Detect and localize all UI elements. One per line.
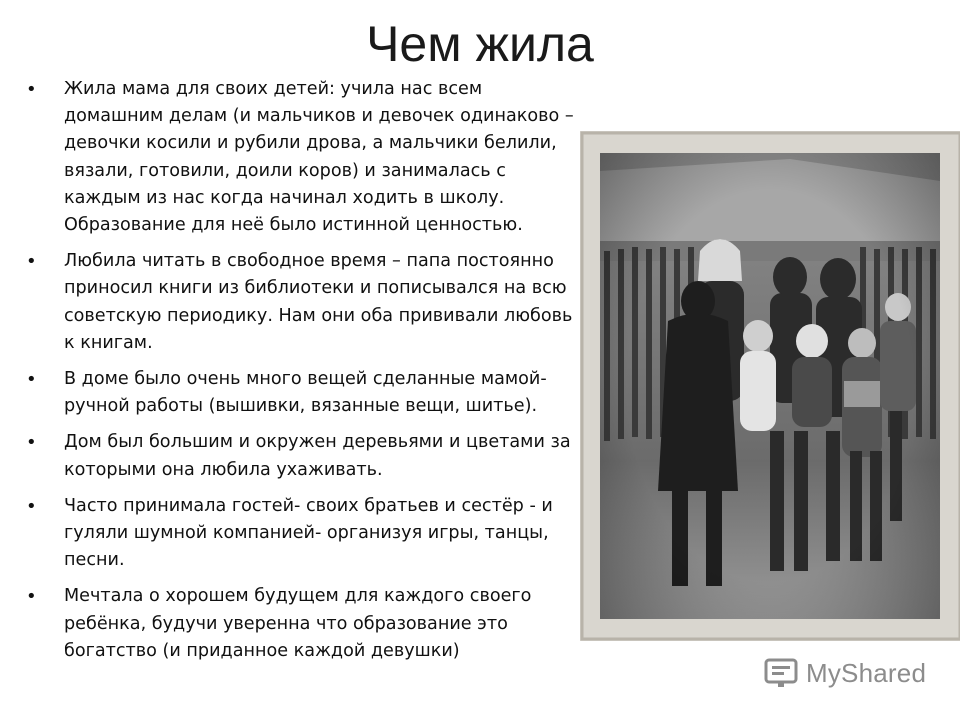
bullet-item [26,366,574,420]
bullet-text: Дом был большим и окружен деревьями и цветами за которыми она любила ухаживать. [64,432,571,480]
bullet-item [26,493,574,575]
myshared-watermark [764,652,926,694]
bullet-dot: • [26,251,37,273]
myshared-logo-icon [764,656,800,690]
bullet-dot: • [26,495,37,517]
bullet-item [26,76,574,239]
bullet-dot: • [26,432,37,454]
watermark-text: MyShared [806,657,927,688]
slide-title: Чем жила [366,16,594,72]
bullet-text: В доме было очень много вещей сделанные мамой- ручной работы (вышивки, вязанные вещи, шитье). [64,369,547,417]
bullet-item [26,583,574,665]
bullet-text: Часто принимала гостей- своих братьев и сестёр - и гуляли шумной компанией- организуя игры, танцы, песни. [64,495,553,571]
bullet-text: Жила мама для своих детей: учила нас всем домашним делам (и мальчиков и девочек одинаково – девочки косили и рубили дрова, а мальчики белили, вязали, готовили, доили коров) и занималась с каждым из нас когда начинал ходить в школу. Образование для неё было истинной ценностью. [64,79,574,236]
bullet-text: Любила читать в свободное время – папа постоянно приносил книги из библиотеки и пописывался на всю советскую периодику. Нам они оба прививали любовь к книгам. [64,251,573,353]
bullet-dot: • [26,79,37,100]
bullet-text: Мечтала о хорошем будущем для каждого своего ребёнка, будучи уверенна что образование это богатство (и приданное каждой девушки) [64,586,532,661]
bullet-dot: • [26,369,37,391]
family-photo [580,131,960,641]
bullet-item [26,429,574,483]
bullet-item [26,248,574,357]
family-photo-image [580,131,960,641]
bullet-list [26,76,574,674]
bullet-dot: • [26,586,37,608]
